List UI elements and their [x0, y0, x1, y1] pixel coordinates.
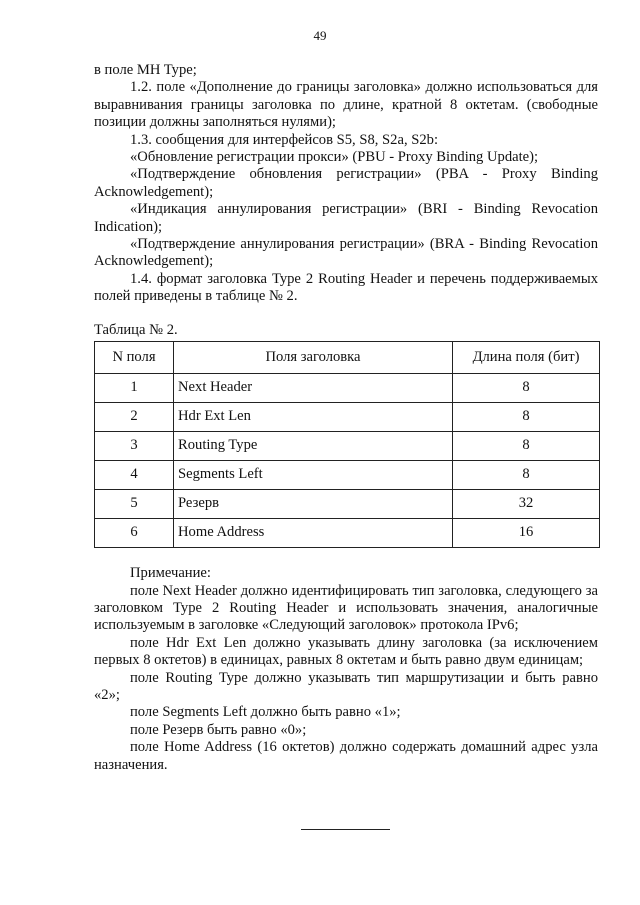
- note-segments-left: поле Segments Left должно быть равно «1»;: [130, 704, 401, 721]
- table-row: [95, 374, 600, 403]
- table-caption: Таблица № 2.: [94, 321, 178, 338]
- paragraph-bra: «Подтверждение аннулирования регистрации» (BRA - Binding Revocation Acknowledgement);: [94, 236, 598, 270]
- cell-length: 8: [453, 374, 600, 403]
- document-body: [94, 62, 598, 774]
- cell-length: 32: [453, 490, 600, 519]
- table-row: [95, 461, 600, 490]
- note-reserved: поле Резерв быть равно «0»;: [130, 721, 307, 738]
- cell-field: Hdr Ext Len: [174, 403, 453, 432]
- table-header-row: [95, 342, 600, 374]
- table-row: [95, 519, 600, 548]
- paragraph-1-2: 1.2. поле «Дополнение до границы заголовка» должно использоваться для выравнивания границы заголовка по длине, кратной 8 октетам. (свободные позиции должны заполняться нулями);: [94, 79, 598, 131]
- cell-field: Резерв: [174, 490, 453, 519]
- note-hdr-ext-len: поле Hdr Ext Len должно указывать длину заголовка (за исключением первых 8 октетов) в единицах, равных 8 октетам и быть равно двум единицам;: [94, 634, 598, 669]
- cell-field: Home Address: [174, 519, 453, 548]
- table-row: [95, 490, 600, 519]
- paragraph-pbu: «Обновление регистрации прокси» (PBU - Proxy Binding Update);: [130, 149, 539, 166]
- cell-length: 8: [453, 403, 600, 432]
- note-next-header: поле Next Header должно идентифицировать тип заголовка, следующего за заголовком Type 2 Routing Header и использовать значения, аналогичные используемым в заголовке «Следующий заголовок» протокола IPv6;: [94, 582, 598, 634]
- table-row: [95, 432, 600, 461]
- column-header-length: Длина поля (бит): [453, 342, 600, 374]
- cell-number: 1: [95, 374, 174, 403]
- cell-length: 8: [453, 461, 600, 490]
- header-fields-table: [94, 341, 600, 548]
- cell-length: 8: [453, 432, 600, 461]
- page-number: 49: [313, 28, 327, 43]
- cell-number: 2: [95, 403, 174, 432]
- paragraph-pba: «Подтверждение обновления регистрации» (PBA - Proxy Binding Acknowledgement);: [94, 166, 598, 200]
- paragraph-bri: «Индикация аннулирования регистрации» (BRI - Binding Revocation Indication);: [94, 201, 598, 235]
- note-home-address: поле Home Address (16 октетов) должно содержать домашний адрес узла назначения.: [94, 739, 598, 773]
- cell-number: 6: [95, 519, 174, 548]
- end-divider: [301, 829, 390, 830]
- paragraph-1-4: 1.4. формат заголовка Type 2 Routing Header и перечень поддерживаемых полей приведены в таблице № 2.: [94, 270, 598, 305]
- cell-number: 3: [95, 432, 174, 461]
- note-routing-type: поле Routing Type должно указывать тип маршрутизации и быть равно «2»;: [94, 669, 598, 703]
- column-header-number: N поля: [95, 342, 174, 374]
- paragraph-1-3: 1.3. сообщения для интерфейсов S5, S8, S2a, S2b:: [130, 131, 439, 148]
- note-heading: Примечание:: [130, 565, 211, 582]
- table-row: [95, 403, 600, 432]
- column-header-field: Поля заголовка: [174, 342, 453, 374]
- cell-number: 5: [95, 490, 174, 519]
- cell-field: Routing Type: [174, 432, 453, 461]
- paragraph-mh-type: в поле MH Type;: [94, 62, 197, 78]
- cell-number: 4: [95, 461, 174, 490]
- cell-field: Segments Left: [174, 461, 453, 490]
- cell-field: Next Header: [174, 374, 453, 403]
- cell-length: 16: [453, 519, 600, 548]
